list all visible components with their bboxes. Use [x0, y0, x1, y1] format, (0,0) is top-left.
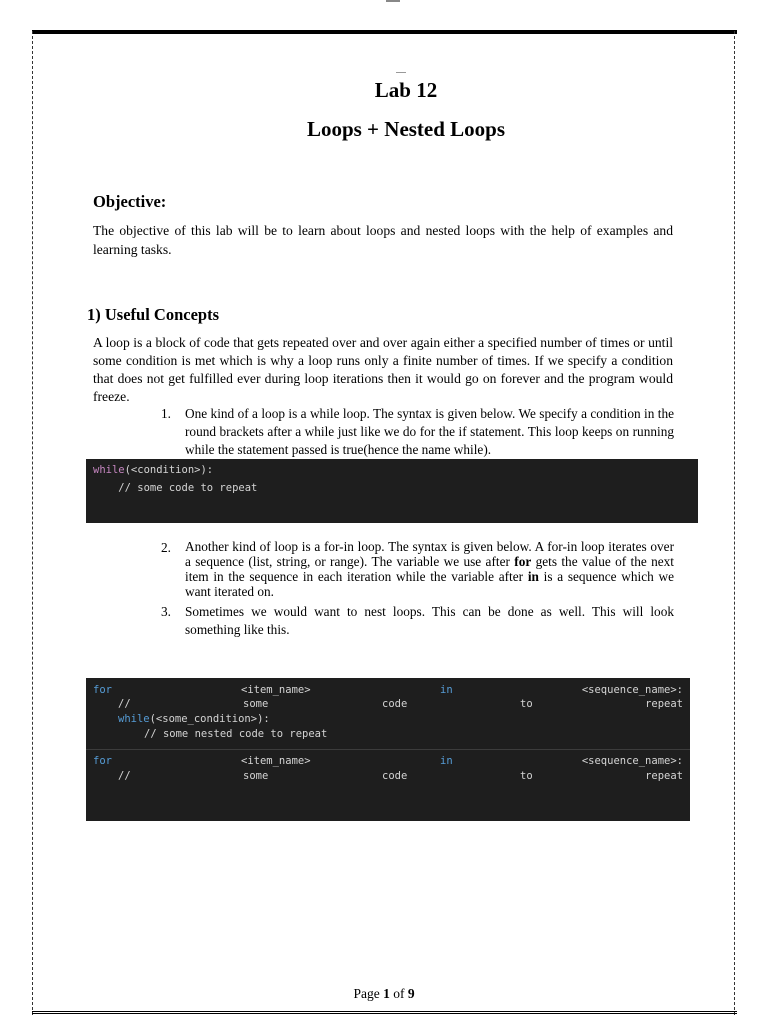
code-token: to — [520, 698, 533, 710]
code-token: some — [243, 698, 269, 710]
page-current: 1 — [383, 986, 390, 1001]
bold-run: in — [527, 569, 539, 584]
code-keyword: in — [440, 684, 453, 696]
page-footer — [0, 986, 768, 1002]
header-mark — [396, 72, 406, 73]
code-token: <sequence_name>: — [581, 684, 683, 696]
list-number: 1. — [161, 406, 171, 421]
code-line — [118, 713, 270, 725]
code-token: // — [118, 698, 131, 710]
list-item-text — [185, 539, 674, 599]
code-token: to — [520, 770, 533, 782]
code-line: // some code to repeat — [93, 482, 258, 494]
code-token: <item_name> — [241, 684, 311, 696]
code-line — [93, 464, 213, 476]
list-item-text: Sometimes we would want to nest loops. This can be done as well. This will look something like this. — [185, 604, 674, 637]
text-run: gets the value of the next item in the sequence in each iteration while the variable after — [185, 554, 675, 584]
page-top-mark — [386, 0, 400, 2]
text-run: is a sequence which we want iterated on. — [185, 569, 674, 599]
list-item-1 — [161, 405, 674, 459]
list-number: 3. — [161, 604, 171, 619]
document-subtitle: Loops + Nested Loops — [306, 117, 506, 141]
code-token: repeat — [645, 770, 683, 782]
code-token: code — [382, 770, 408, 782]
list-item-text: One kind of a loop is a while loop. The syntax is given below. We specify a condition in the round brackets after a while just like we do for the if statement. This loop keeps on running while the statement passed is true(hence the name while). — [185, 406, 674, 457]
code-line: // some nested code to repeat — [144, 728, 328, 740]
intro-text: A loop is a block of code that gets repeated over and over again either a specified number of times or until some condition is met which is why a loop runs only a finite number of times. If we specify a condition that does not get fulfilled ever during loop iterations then it would go on forever and the program would freeze. — [93, 335, 673, 404]
code-block-nested — [86, 678, 690, 821]
code-keyword: while — [118, 713, 150, 725]
page-frame — [32, 31, 735, 1015]
page-bottom-border — [32, 1011, 737, 1014]
footer-prefix: Page — [353, 986, 384, 1001]
code-keyword: for — [93, 755, 112, 767]
code-block-while — [86, 459, 698, 523]
footer-mid: of — [389, 986, 408, 1001]
text-run: Another kind of loop is a for-in loop. The syntax is given below. A for-in loop iterates over a sequence (list, string, or range). The variable we use after — [185, 539, 674, 569]
section-heading: 1) Useful Concepts — [87, 305, 219, 324]
code-text: (<condition>): — [124, 464, 214, 476]
document-title: Lab 12 — [374, 78, 438, 102]
code-text: (<some_condition>): — [149, 713, 270, 725]
code-token: repeat — [645, 698, 683, 710]
code-token: some — [243, 770, 269, 782]
objective-heading: Objective: — [93, 192, 167, 211]
code-keyword: for — [93, 684, 112, 696]
list-item-3 — [161, 603, 674, 641]
code-token: code — [382, 698, 408, 710]
list-number: 2. — [161, 540, 171, 555]
page-total: 9 — [407, 986, 415, 1001]
code-token: <item_name> — [241, 755, 311, 767]
code-keyword: while — [93, 464, 125, 476]
code-token: <sequence_name>: — [581, 755, 683, 767]
code-divider — [86, 749, 690, 750]
list-item-2 — [161, 539, 674, 601]
objective-text: The objective of this lab will be to learn about loops and nested loops with the help of examples and learning tasks. — [93, 223, 673, 257]
code-keyword: in — [440, 755, 453, 767]
bold-run: for — [514, 554, 532, 569]
code-token: // — [118, 770, 131, 782]
